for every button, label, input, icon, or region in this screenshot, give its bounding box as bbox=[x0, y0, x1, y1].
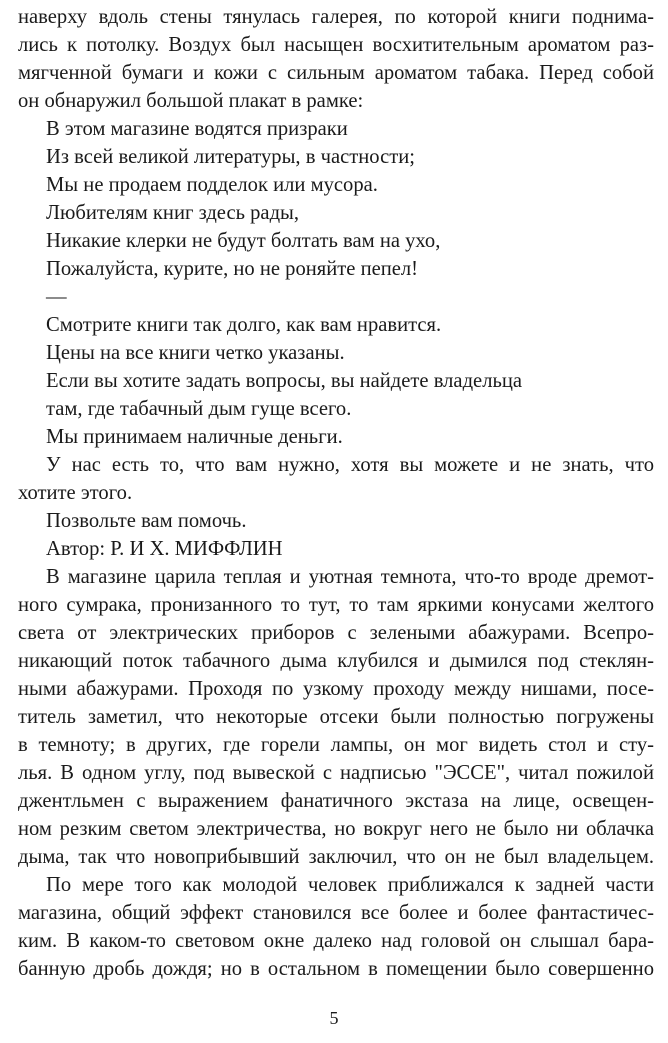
text-line: ного сумрака, пронизанного то тут, то там яркими конусами желтого bbox=[18, 594, 654, 616]
text-line: он обнаружил большой плакат в рамке: bbox=[18, 90, 364, 112]
text-line: мягченной бумаги и кожи с сильным ароматом табака. Перед собой bbox=[18, 62, 654, 84]
poster-line: У нас есть то, что вам нужно, хотя вы можете и не знать, что bbox=[46, 454, 654, 476]
text-line: света от электрических приборов с зелеными абажурами. Всепро- bbox=[18, 622, 654, 644]
text-line: никающий поток табачного дыма клубился и дымился под стеклян- bbox=[18, 650, 654, 672]
text-line: дыма, так что новоприбывший заключил, что он не был владельцем. bbox=[18, 846, 654, 868]
text-line: ном резким светом электричества, но вокруг него не было ни облачка bbox=[18, 818, 654, 840]
poster-author: Автор: Р. И Х. МИФФЛИН bbox=[46, 538, 283, 560]
poster-line: там, где табачный дым гуще всего. bbox=[46, 398, 352, 420]
poster-line: Смотрите книги так долго, как вам нравится. bbox=[46, 314, 442, 336]
text-line: По мере того как молодой человек приближался к задней части bbox=[46, 874, 654, 896]
text-line: банную дробь дождя; но в остальном в помещении было совершенно bbox=[18, 958, 654, 980]
poster-line: В этом магазине водятся призраки bbox=[46, 118, 348, 140]
text-line: лись к потолку. Воздух был насыщен восхитительным ароматом раз- bbox=[18, 34, 654, 56]
poster-line: Позвольте вам помочь. bbox=[46, 510, 247, 532]
text-line: магазина, общий эффект становился все более и более фантастичес- bbox=[18, 902, 654, 924]
text-line: В магазине царила теплая и уютная темнота, что-то вроде дремот- bbox=[46, 566, 654, 588]
text-line: ными абажурами. Проходя по узкому проходу между нишами, посе- bbox=[18, 678, 654, 700]
poster-line: Любителям книг здесь рады, bbox=[46, 202, 300, 224]
poster-line: Цены на все книги четко указаны. bbox=[46, 342, 345, 364]
page-number: 5 bbox=[329, 1008, 339, 1028]
text-line: джентльмен с выражением фанатичного экстаза на лице, освещен- bbox=[18, 790, 654, 812]
text-line: ким. В каком-то световом окне далеко над головой он слышал бара- bbox=[18, 930, 654, 952]
poster-dash: — bbox=[46, 286, 67, 308]
text-line: в темноту; в других, где горели лампы, он мог видеть стол и сту- bbox=[18, 734, 654, 756]
text-line: титель заметил, что некоторые отсеки были полностью погружены bbox=[18, 706, 654, 728]
poster-line: Если вы хотите задать вопросы, вы найдете владельца bbox=[46, 370, 523, 392]
poster-line: хотите этого. bbox=[18, 482, 133, 504]
poster-line: Пожалуйста, курите, но не роняйте пепел! bbox=[46, 258, 419, 280]
text-line: наверху вдоль стены тянулась галерея, по которой книги поднима- bbox=[18, 6, 654, 28]
poster-line: Мы принимаем наличные деньги. bbox=[46, 426, 343, 448]
poster-line: Никакие клерки не будут болтать вам на ухо, bbox=[46, 230, 441, 252]
poster-line: Мы не продаем подделок или мусора. bbox=[46, 174, 378, 196]
poster-line: Из всей великой литературы, в частности; bbox=[46, 146, 415, 168]
text-line: лья. В одном углу, под вывеской с надписью "ЭССЕ", читал пожилой bbox=[18, 762, 654, 784]
